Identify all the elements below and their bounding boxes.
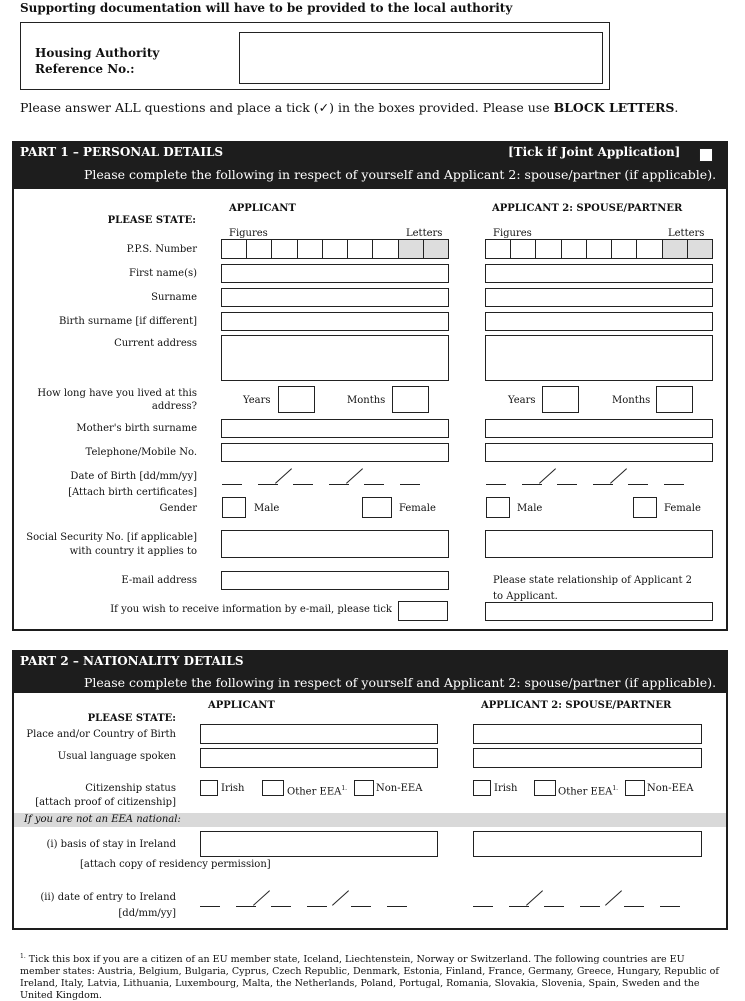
entry-date-label-2: [dd/mm/yy] bbox=[118, 908, 176, 919]
figures-label: Figures bbox=[229, 228, 268, 239]
surname-label: Surname bbox=[151, 292, 197, 303]
dob-label-2: [Attach birth certificates] bbox=[68, 487, 197, 498]
male-checkbox-applicant2[interactable] bbox=[486, 497, 510, 518]
citizenship-label-1: Citizenship status bbox=[85, 783, 176, 794]
first-names-input-applicant[interactable] bbox=[221, 264, 449, 283]
part1-please-state: PLEASE STATE: bbox=[107, 215, 196, 226]
telephone-input-applicant2[interactable] bbox=[485, 443, 713, 462]
email-label: E-mail address bbox=[121, 575, 197, 586]
other-eea-checkbox-applicant[interactable] bbox=[262, 780, 284, 796]
figures-label-2: Figures bbox=[493, 228, 532, 239]
top-note: Supporting documentation will have to be provided to the local authority bbox=[20, 1, 513, 15]
part2-subtitle: Please complete the following in respect of yourself and Applicant 2: spouse/partner (if applicable). bbox=[84, 675, 717, 690]
basis-stay-input-applicant2[interactable] bbox=[473, 831, 702, 857]
part2-col-applicant: APPLICANT bbox=[208, 700, 275, 711]
other-eea-checkbox-applicant2[interactable] bbox=[534, 780, 556, 796]
part1-header bbox=[12, 141, 728, 189]
irish-label-applicant2: Irish bbox=[494, 783, 518, 794]
email-input-applicant[interactable] bbox=[221, 571, 449, 590]
how-long-label-2: address? bbox=[151, 401, 197, 412]
letters-label-2: Letters bbox=[668, 228, 705, 239]
not-eea-band bbox=[14, 813, 726, 827]
footnote-marker: 1. bbox=[341, 785, 348, 792]
reference-panel bbox=[20, 22, 610, 90]
female-label-applicant2: Female bbox=[664, 503, 701, 514]
months-input-applicant2[interactable] bbox=[656, 386, 693, 413]
language-input-applicant2[interactable] bbox=[473, 748, 702, 768]
telephone-input-applicant[interactable] bbox=[221, 443, 449, 462]
part2-header bbox=[12, 650, 728, 693]
pps-label: P.P.S. Number bbox=[126, 244, 197, 255]
relationship-input[interactable] bbox=[485, 602, 713, 621]
mother-surname-input-applicant[interactable] bbox=[221, 419, 449, 438]
other-eea-text: Other EEA bbox=[287, 786, 342, 798]
irish-checkbox-applicant[interactable] bbox=[200, 780, 218, 796]
social-security-label-1: Social Security No. [if applicable] bbox=[26, 532, 197, 543]
basis-stay-input-applicant[interactable] bbox=[200, 831, 438, 857]
non-eea-checkbox-applicant2[interactable] bbox=[625, 780, 645, 796]
female-checkbox-applicant2[interactable] bbox=[633, 497, 657, 518]
dob-label-1: Date of Birth [dd/mm/yy] bbox=[70, 471, 197, 482]
other-eea-text-2: Other EEA bbox=[558, 786, 613, 798]
irish-label-applicant: Irish bbox=[221, 783, 245, 794]
footnote-text: Tick this box if you are a citizen of an EU member state, Iceland, Liechtenstein, Norway or Switzerland. The following countries are EU member states: Austria, Belgium, Bulgaria, Cyprus, Czech Republic, Denmark, Estonia, Finland, France, Germany, Greece, Hungary, Republic of Ireland, Italy, Latvia, Lithuania, Luxembourg, Malta, the Netherlands, Poland, Portugal, Romania, Slovakia, Slovenia, Spain, Sweden and the United Kingdom. bbox=[20, 954, 719, 1001]
part1-title: PART 1 – PERSONAL DETAILS bbox=[20, 145, 224, 159]
mother-surname-label: Mother's birth surname bbox=[76, 423, 197, 434]
part1-col-applicant2: APPLICANT 2: SPOUSE/PARTNER bbox=[492, 203, 683, 214]
first-names-label: First name(s) bbox=[129, 268, 197, 279]
language-label: Usual language spoken bbox=[57, 751, 176, 762]
male-checkbox-applicant[interactable] bbox=[222, 497, 246, 518]
basis-stay-label: (i) basis of stay in Ireland bbox=[46, 839, 176, 850]
joint-application-label: [Tick if Joint Application] bbox=[508, 145, 681, 159]
male-label-applicant2: Male bbox=[517, 503, 543, 514]
instructions-bold: BLOCK LETTERS bbox=[553, 100, 675, 115]
address-input-applicant2[interactable] bbox=[485, 335, 713, 381]
social-security-input-applicant2[interactable] bbox=[485, 530, 713, 558]
reference-number-input[interactable] bbox=[239, 32, 603, 84]
gender-label: Gender bbox=[159, 503, 197, 514]
part2-please-state: PLEASE STATE: bbox=[87, 713, 176, 724]
footnote bbox=[20, 951, 720, 1001]
pps-number-applicant2[interactable] bbox=[485, 239, 713, 259]
relationship-label-2: to Applicant. bbox=[493, 591, 558, 602]
instructions-end: . bbox=[674, 100, 679, 115]
telephone-label: Telephone/Mobile No. bbox=[85, 447, 197, 458]
non-eea-label-applicant: Non-EEA bbox=[376, 783, 423, 794]
years-input-applicant2[interactable] bbox=[542, 386, 579, 413]
entry-date-label-1: (ii) date of entry to Ireland bbox=[40, 892, 176, 903]
irish-checkbox-applicant2[interactable] bbox=[473, 780, 491, 796]
birth-surname-label: Birth surname [if different] bbox=[59, 316, 197, 327]
male-label-applicant: Male bbox=[254, 503, 280, 514]
part2-col-applicant2: APPLICANT 2: SPOUSE/PARTNER bbox=[481, 700, 672, 711]
how-long-label-1: How long have you lived at this bbox=[37, 388, 197, 399]
months-label-applicant2: Months bbox=[612, 395, 651, 406]
female-label-applicant: Female bbox=[399, 503, 436, 514]
footnote-marker-2: 1. bbox=[612, 785, 619, 792]
years-label-applicant2: Years bbox=[508, 395, 536, 406]
non-eea-label-applicant2: Non-EEA bbox=[647, 783, 694, 794]
surname-input-applicant[interactable] bbox=[221, 288, 449, 307]
letters-label: Letters bbox=[406, 228, 443, 239]
address-input-applicant[interactable] bbox=[221, 335, 449, 381]
months-label-applicant: Months bbox=[347, 395, 386, 406]
place-birth-label: Place and/or Country of Birth bbox=[26, 729, 176, 740]
instructions bbox=[20, 100, 678, 115]
place-birth-input-applicant[interactable] bbox=[200, 724, 438, 744]
other-eea-label-applicant bbox=[287, 782, 347, 798]
citizenship-label-2: [attach proof of citizenship] bbox=[35, 797, 176, 808]
current-address-label: Current address bbox=[114, 338, 197, 349]
female-checkbox-applicant[interactable] bbox=[362, 497, 392, 518]
not-eea-label: If you are not an EEA national: bbox=[24, 814, 181, 825]
instructions-text: Please answer ALL questions and place a tick (✓) in the boxes provided. Please use bbox=[20, 100, 554, 115]
language-input-applicant[interactable] bbox=[200, 748, 438, 768]
birth-surname-input-applicant[interactable] bbox=[221, 312, 449, 331]
part1-subtitle: Please complete the following in respect of yourself and Applicant 2: spouse/partner (if applicable). bbox=[84, 167, 717, 182]
footnote-number: 1. bbox=[20, 953, 26, 960]
email-tick-checkbox[interactable] bbox=[398, 601, 448, 621]
mother-surname-input-applicant2[interactable] bbox=[485, 419, 713, 438]
months-input-applicant[interactable] bbox=[392, 386, 429, 413]
pps-number-applicant[interactable] bbox=[221, 239, 449, 259]
part2-title: PART 2 – NATIONALITY DETAILS bbox=[20, 654, 244, 668]
birth-surname-input-applicant2[interactable] bbox=[485, 312, 713, 331]
part1-col-applicant: APPLICANT bbox=[229, 203, 296, 214]
basis-stay-note: [attach copy of residency permission] bbox=[80, 859, 271, 870]
place-birth-input-applicant2[interactable] bbox=[473, 724, 702, 744]
surname-input-applicant2[interactable] bbox=[485, 288, 713, 307]
years-input-applicant[interactable] bbox=[278, 386, 315, 413]
relationship-label-1: Please state relationship of Applicant 2 bbox=[493, 575, 693, 586]
first-names-input-applicant2[interactable] bbox=[485, 264, 713, 283]
non-eea-checkbox-applicant[interactable] bbox=[354, 780, 374, 796]
joint-application-checkbox[interactable] bbox=[699, 148, 713, 162]
social-security-input-applicant[interactable] bbox=[221, 530, 449, 558]
years-label-applicant: Years bbox=[243, 395, 271, 406]
email-tick-label: If you wish to receive information by e-mail, please tick bbox=[110, 604, 392, 615]
ref-label-1: Housing Authority bbox=[35, 46, 160, 60]
social-security-label-2: with country it applies to bbox=[69, 546, 197, 557]
ref-label-2: Reference No.: bbox=[35, 62, 135, 76]
other-eea-label-applicant2 bbox=[558, 782, 618, 798]
